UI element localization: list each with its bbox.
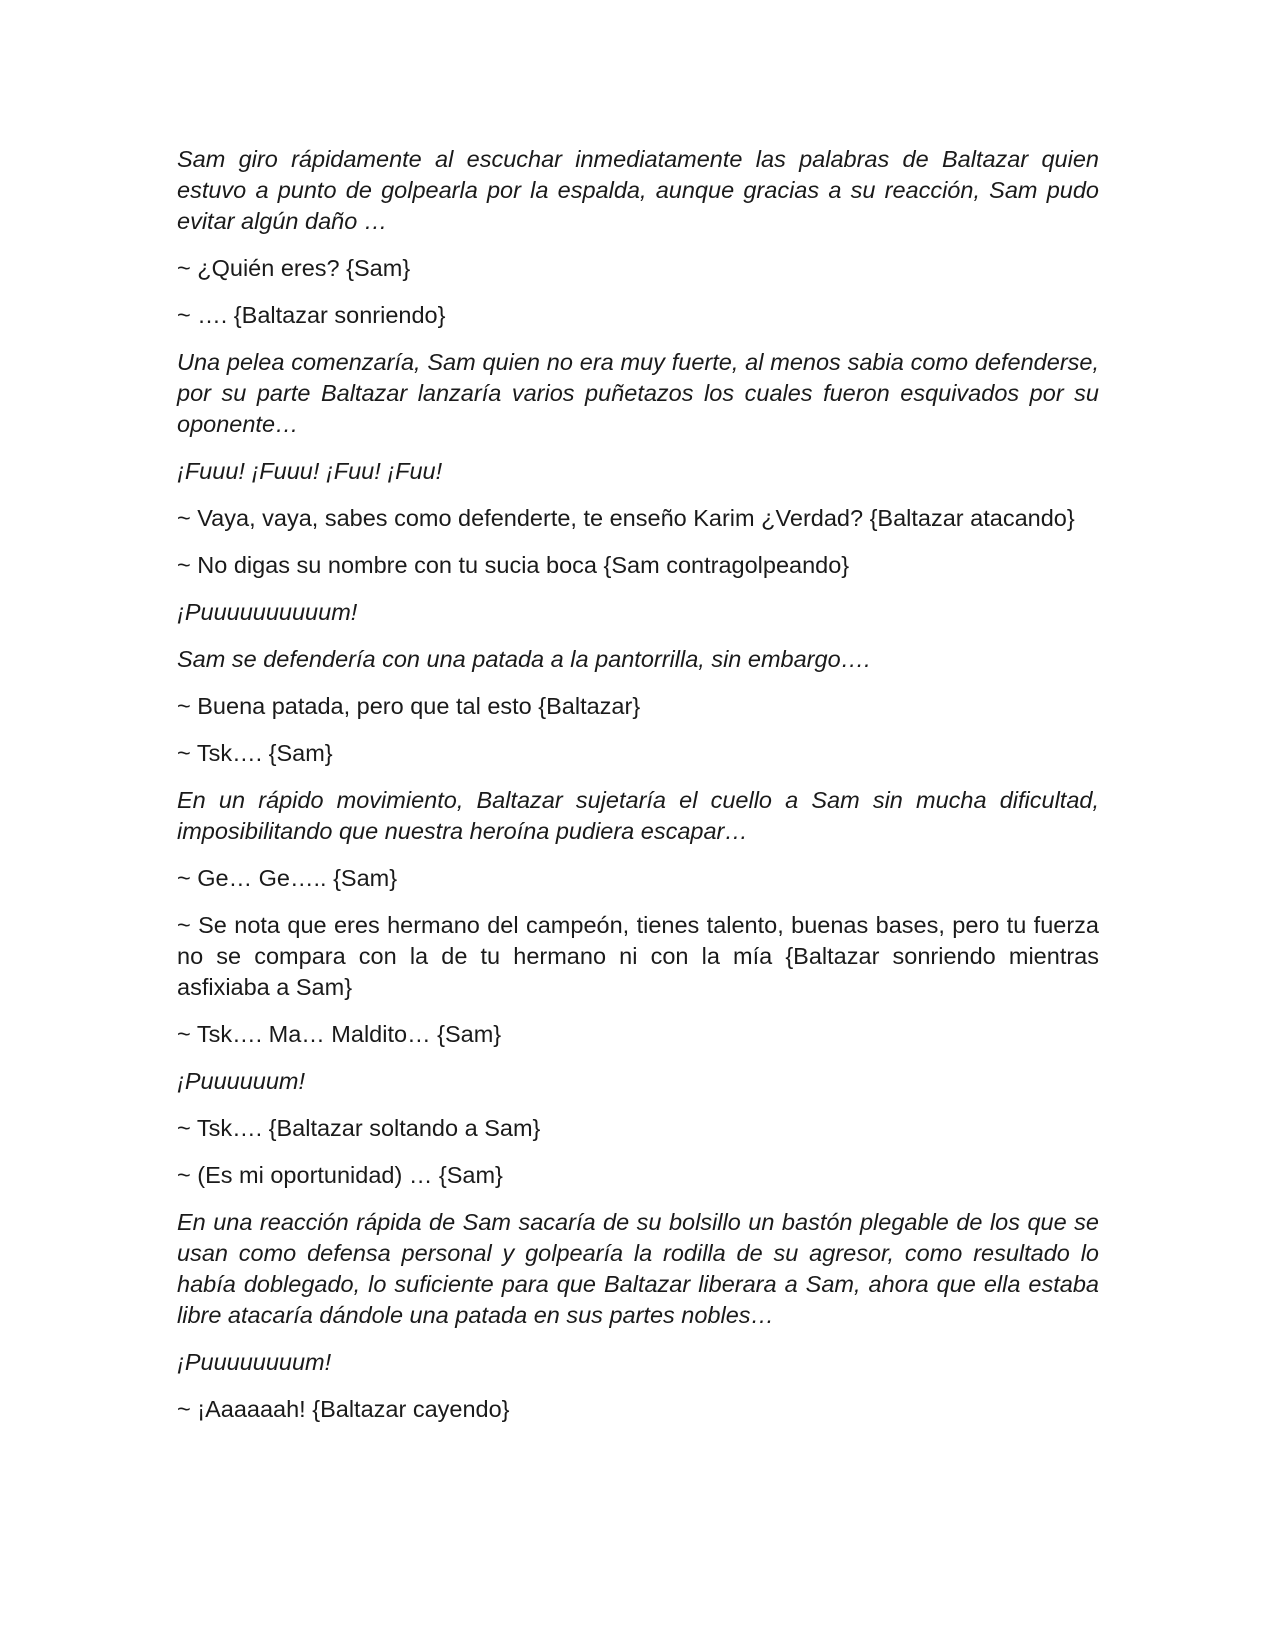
sound-effect-line: ¡Puuuuuuuum! bbox=[177, 1349, 332, 1375]
dialogue-line: ~ …. {Baltazar sonriendo} bbox=[177, 302, 446, 328]
sound-effect-line: ¡Puuuuuum! bbox=[177, 1068, 306, 1094]
dialogue-line: ~ Buena patada, pero que tal esto {Baltazar} bbox=[177, 693, 641, 719]
dialogue-line: ~ Se nota que eres hermano del campeón, tienes talento, buenas bases, pero tu fuerza no se compara con la de tu hermano ni con la mía {Baltazar sonriendo mientras asfixiaba a Sam} bbox=[177, 912, 1099, 1000]
dialogue-line: ~ Tsk…. {Sam} bbox=[177, 740, 333, 766]
dialogue-line: ~ (Es mi oportunidad) … {Sam} bbox=[177, 1162, 503, 1188]
narration-paragraph: Sam giro rápidamente al escuchar inmediatamente las palabras de Baltazar quien estuvo a punto de golpearla por la espalda, aunque gracias a su reacción, Sam pudo evitar algún daño … bbox=[177, 146, 1099, 234]
narration-paragraph: Sam se defendería con una patada a la pantorrilla, sin embargo…. bbox=[177, 646, 871, 672]
narration-paragraph: En una reacción rápida de Sam sacaría de su bolsillo un bastón plegable de los que se usan como defensa personal y golpearía la rodilla de su agresor, como resultado lo había doblegado, lo suficiente para que Baltazar liberara a Sam, ahora que ella estaba libre atacaría dándole una patada en sus partes nobles… bbox=[177, 1209, 1099, 1328]
narration-paragraph: En un rápido movimiento, Baltazar sujetaría el cuello a Sam sin mucha dificultad, imposibilitando que nuestra heroína pudiera escapar… bbox=[177, 787, 1099, 844]
dialogue-line: ~ Ge… Ge….. {Sam} bbox=[177, 865, 398, 891]
dialogue-line: ~ Tsk…. {Baltazar soltando a Sam} bbox=[177, 1115, 541, 1141]
sound-effect-line: ¡Fuuu! ¡Fuuu! ¡Fuu! ¡Fuu! bbox=[177, 458, 443, 484]
narration-paragraph: Una pelea comenzaría, Sam quien no era muy fuerte, al menos sabia como defenderse, por su parte Baltazar lanzaría varios puñetazos los cuales fueron esquivados por su oponente… bbox=[177, 349, 1099, 437]
dialogue-line: ~ Vaya, vaya, sabes como defenderte, te enseño Karim ¿Verdad? {Baltazar atacando} bbox=[177, 505, 1075, 531]
dialogue-line: ~ Tsk…. Ma… Maldito… {Sam} bbox=[177, 1021, 502, 1047]
dialogue-line: ~ ¡Aaaaaah! {Baltazar cayendo} bbox=[177, 1396, 510, 1422]
dialogue-line: ~ ¿Quién eres? {Sam} bbox=[177, 255, 411, 281]
dialogue-line: ~ No digas su nombre con tu sucia boca {Sam contragolpeando} bbox=[177, 552, 850, 578]
sound-effect-line: ¡Puuuuuuuuuum! bbox=[177, 599, 358, 625]
document-body bbox=[177, 144, 1099, 1441]
